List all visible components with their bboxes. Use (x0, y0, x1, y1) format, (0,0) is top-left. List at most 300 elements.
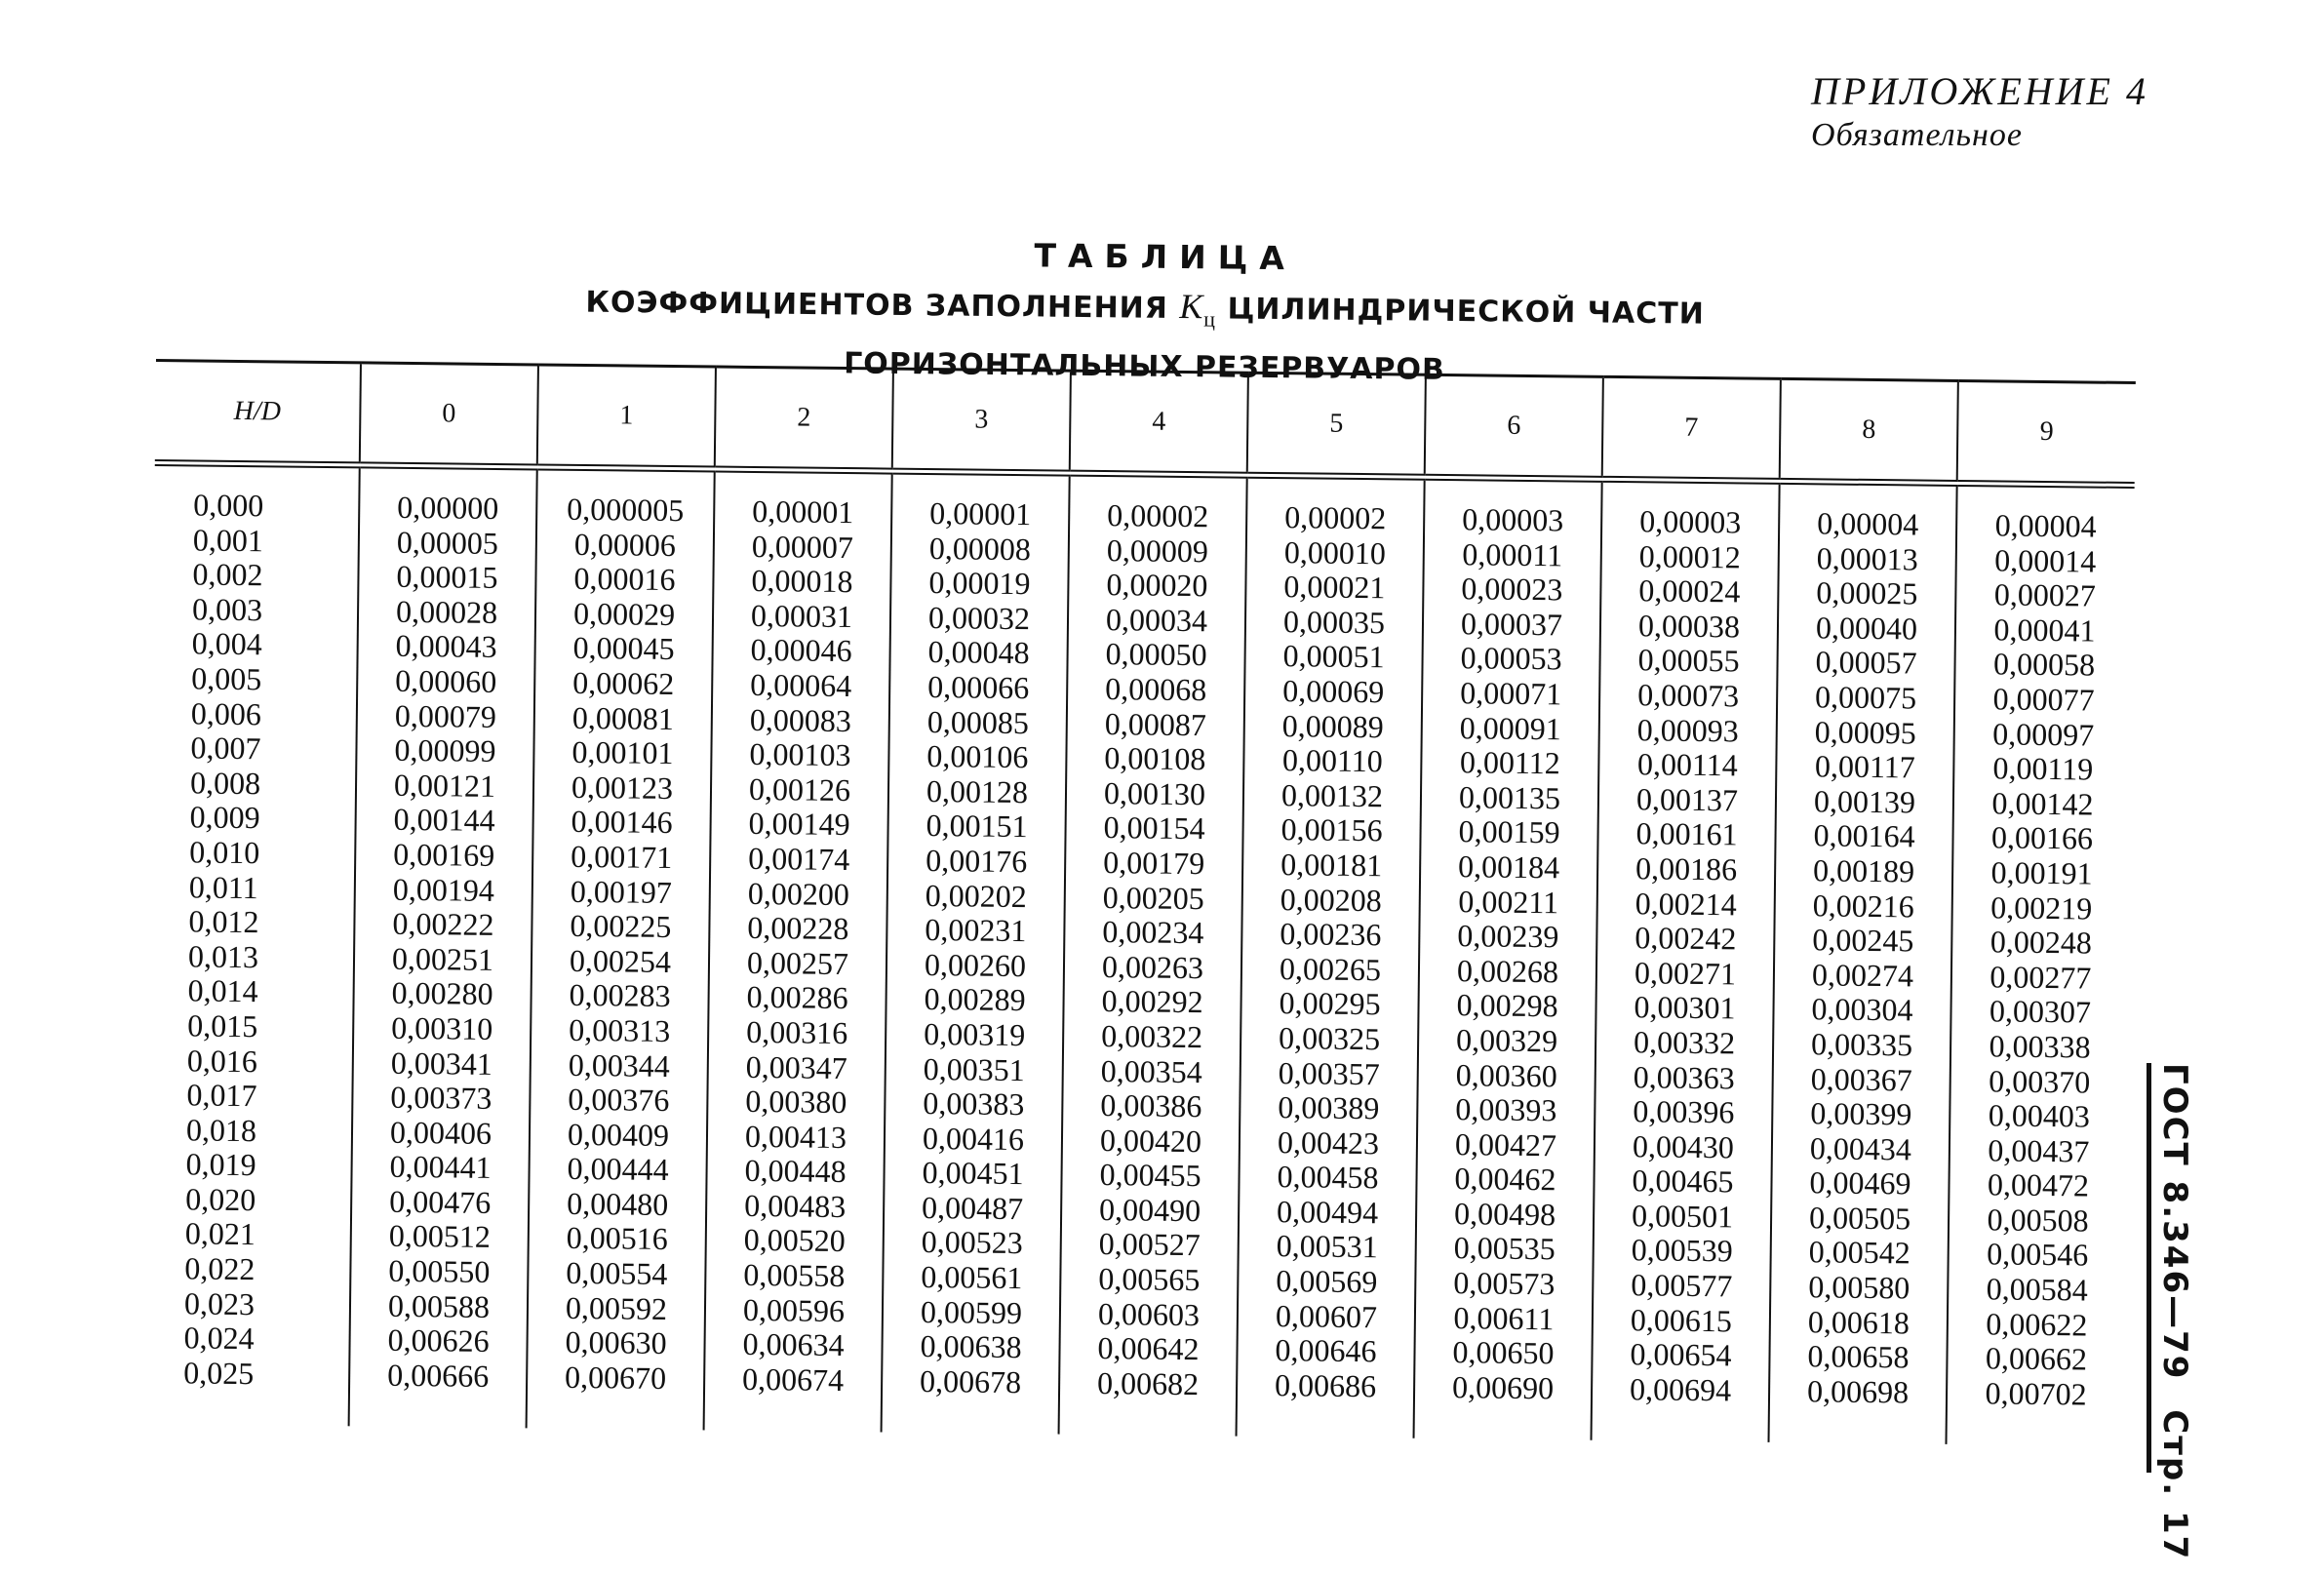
table-cell: 0,00380 (745, 1084, 847, 1121)
table-cell: 0,00149 (748, 806, 850, 843)
table-cell: 0,00123 (571, 768, 674, 806)
table-cell: 0,00373 (390, 1079, 492, 1117)
coefficient-symbol (1179, 286, 1217, 332)
hd-value: 0,012 (188, 903, 259, 940)
table-cell: 0,00091 (1459, 709, 1561, 746)
table-cell: 0,00051 (1282, 638, 1385, 675)
hd-value: 0,020 (185, 1181, 256, 1218)
table-cell: 0,00225 (570, 907, 672, 945)
standard-number: ГОСТ 8.346—79 (2155, 1063, 2194, 1381)
table-cell: 0,00498 (1453, 1196, 1556, 1233)
table-cell: 0,00531 (1276, 1228, 1378, 1265)
table-cell: 0,00222 (392, 905, 494, 943)
table-cell: 0,00050 (1105, 636, 1207, 673)
table-body-row (144, 462, 2135, 1445)
table-cell: 0,00046 (750, 632, 852, 669)
table-cell: 0,00037 (1460, 605, 1563, 643)
hd-value: 0,018 (185, 1112, 257, 1148)
appendix-subtitle: Обязательное (1811, 117, 2023, 153)
column-header-hd: H/D (155, 360, 361, 464)
table-cell: 0,00607 (1275, 1297, 1378, 1334)
table-cell: 0,00539 (1631, 1232, 1733, 1269)
hd-value: 0,013 (187, 938, 259, 974)
table-cell: 0,00174 (748, 840, 850, 878)
table-cell: 0,00444 (567, 1151, 669, 1188)
table-cell: 0,00197 (570, 873, 673, 910)
table-cell: 0,00103 (749, 736, 851, 773)
value-column-0 (349, 465, 537, 1429)
table-cell: 0,00032 (927, 599, 1031, 636)
table-cell: 0,00021 (1283, 569, 1386, 606)
table-cell: 0,00006 (573, 526, 677, 563)
hd-value: 0,024 (183, 1320, 255, 1357)
table-cell: 0,00110 (1281, 742, 1384, 779)
hd-value: 0,002 (192, 556, 263, 593)
table-cell: 0,00554 (566, 1254, 668, 1292)
table-cell: 0,00002 (1107, 497, 1209, 534)
hd-value: 0,003 (191, 591, 263, 628)
value-column-4 (1059, 473, 1247, 1437)
table-cell: 0,00546 (1987, 1236, 2089, 1274)
table-cell: 0,00341 (390, 1044, 493, 1082)
table-cell: 0,00012 (1638, 537, 1742, 575)
table-cell: 0,00344 (568, 1046, 671, 1084)
table-cell: 0,00117 (1814, 748, 1915, 785)
table-cell: 0,00101 (571, 734, 674, 771)
table-cell: 0,00020 (1106, 567, 1208, 604)
table-cell: 0,00376 (568, 1081, 670, 1119)
table-cell: 0,00573 (1453, 1265, 1556, 1302)
table-cell: 0,00550 (388, 1252, 491, 1290)
table-cell: 0,00441 (389, 1149, 492, 1186)
table-cell: 0,00403 (1988, 1097, 2091, 1134)
table-cell: 0,00112 (1459, 744, 1561, 781)
table-cell: 0,00245 (1812, 922, 1914, 959)
table-cell: 0,00666 (386, 1357, 490, 1394)
table-cell: 0,00462 (1454, 1161, 1556, 1198)
hd-value: 0,005 (191, 660, 262, 697)
table-cell: 0,00205 (1102, 879, 1205, 916)
appendix-title: ПРИЛОЖЕНИЕ 4 (1811, 69, 2148, 113)
table-cell: 0,00008 (928, 530, 1032, 567)
table-cell: 0,00093 (1636, 711, 1739, 748)
table-cell: 0,00487 (921, 1189, 1024, 1227)
table-cell: 0,00024 (1638, 572, 1741, 610)
table-cell: 0,00242 (1635, 920, 1737, 957)
table-cell: 0,00295 (1279, 985, 1381, 1022)
table-cell: 0,00176 (926, 842, 1028, 880)
table-cell: 0,00161 (1635, 815, 1738, 852)
table-cell: 0,00023 (1461, 571, 1563, 608)
table-cell: 0,00000 (397, 489, 499, 526)
hd-value: 0,022 (184, 1250, 256, 1287)
table-cell: 0,00002 (1284, 499, 1387, 536)
table-cell: 0,00179 (1103, 844, 1205, 882)
table-cell: 0,00642 (1097, 1330, 1200, 1367)
table-cell: 0,00057 (1815, 644, 1917, 681)
hd-column (144, 462, 360, 1426)
hd-value: 0,014 (187, 972, 258, 1009)
table-cell: 0,00005 (396, 524, 499, 561)
table-cell: 0,00292 (1101, 983, 1203, 1020)
table-title-line1: ТАБЛИЦА (1034, 236, 1297, 278)
table-cell: 0,00354 (1100, 1052, 1202, 1089)
table-cell: 0,00064 (750, 666, 852, 704)
coefficient-table-wrapper (144, 359, 2136, 1446)
appendix-heading (1811, 68, 2148, 156)
table-cell: 0,00678 (919, 1362, 1022, 1399)
coefficient-table (144, 359, 2136, 1446)
table-cell: 0,00413 (744, 1118, 847, 1155)
table-cell: 0,00126 (748, 770, 851, 808)
table-cell: 0,00370 (1989, 1062, 2091, 1100)
table-cell: 0,00009 (1106, 532, 1209, 569)
table-cell: 0,00686 (1274, 1366, 1377, 1404)
table-cell: 0,00393 (1455, 1091, 1557, 1128)
page-number: Стр. 17 (2155, 1409, 2194, 1561)
table-cell: 0,00013 (1816, 539, 1918, 577)
table-cell: 0,00596 (742, 1291, 846, 1328)
column-header-3: 3 (892, 369, 1071, 473)
table-cell: 0,00360 (1455, 1056, 1557, 1093)
table-cell: 0,00650 (1452, 1334, 1555, 1371)
table-cell: 0,00184 (1457, 848, 1560, 886)
value-column-1 (527, 467, 715, 1431)
table-cell: 0,00367 (1810, 1060, 1912, 1097)
table-cell: 0,00234 (1102, 914, 1204, 951)
table-cell: 0,00465 (1632, 1162, 1734, 1200)
table-cell: 0,00674 (741, 1360, 845, 1398)
table-cell: 0,00146 (571, 804, 673, 841)
table-cell: 0,00156 (1280, 811, 1383, 848)
table-cell: 0,00034 (1105, 601, 1208, 639)
table-cell: 0,00038 (1637, 608, 1741, 645)
table-cell: 0,00561 (921, 1259, 1023, 1296)
table-cell: 0,00280 (391, 975, 493, 1012)
table-cell: 0,00383 (923, 1085, 1025, 1123)
table-cell: 0,00016 (573, 561, 676, 598)
table-cell: 0,00003 (1639, 503, 1742, 540)
table-cell: 0,00577 (1631, 1267, 1733, 1304)
table-cell: 0,00077 (1992, 681, 2095, 718)
table-cell: 0,00319 (923, 1015, 1026, 1053)
table-cell: 0,00079 (394, 697, 497, 734)
table-cell: 0,00189 (1812, 852, 1915, 889)
table-cell: 0,00211 (1458, 883, 1559, 920)
table-cell: 0,00357 (1278, 1054, 1380, 1091)
table-cell: 0,00135 (1458, 778, 1561, 816)
table-cell: 0,00658 (1807, 1338, 1910, 1375)
table-cell: 0,00301 (1634, 989, 1736, 1026)
column-header-5: 5 (1247, 373, 1426, 477)
hd-value: 0,011 (188, 868, 258, 905)
table-cell: 0,00289 (924, 981, 1026, 1018)
coefficient-symbol-letter: K (1179, 286, 1204, 327)
table-cell: 0,00071 (1460, 675, 1562, 712)
table-cell: 0,00119 (1992, 750, 2094, 787)
table-cell: 0,00329 (1455, 1022, 1558, 1059)
column-header-0: 0 (360, 363, 538, 467)
hd-value: 0,004 (191, 625, 262, 662)
table-cell: 0,00307 (1989, 993, 2092, 1030)
table-cell: 0,00053 (1460, 640, 1562, 677)
table-cell: 0,00095 (1814, 713, 1916, 751)
table-cell: 0,00622 (1986, 1306, 2088, 1343)
table-cell: 0,00690 (1451, 1368, 1555, 1406)
table-cell: 0,00310 (391, 1009, 493, 1046)
table-cell: 0,00277 (1989, 959, 2092, 996)
table-cell: 0,00137 (1635, 781, 1739, 818)
table-cell: 0,00406 (389, 1114, 492, 1151)
table-cell: 0,00630 (565, 1324, 667, 1361)
table-cell: 0,00512 (388, 1218, 492, 1255)
table-cell: 0,00139 (1813, 783, 1916, 820)
table-cell: 0,00186 (1635, 850, 1738, 887)
table-cell: 0,00448 (744, 1153, 847, 1190)
table-cell: 0,00085 (926, 703, 1030, 740)
table-cell: 0,00040 (1815, 610, 1918, 647)
table-cell: 0,00239 (1457, 918, 1559, 955)
table-cell: 0,00430 (1632, 1127, 1735, 1165)
table-cell: 0,00501 (1631, 1198, 1734, 1235)
table-cell: 0,00458 (1277, 1159, 1379, 1196)
table-cell: 0,00194 (392, 871, 495, 908)
table-cell: 0,00505 (1808, 1200, 1911, 1237)
table-cell: 0,00283 (569, 977, 671, 1014)
table-cell: 0,00363 (1633, 1058, 1735, 1095)
table-cell: 0,00154 (1103, 809, 1205, 847)
table-cell: 0,00164 (1813, 817, 1915, 854)
table-cell: 0,00257 (746, 944, 849, 981)
table-cell: 0,00580 (1808, 1269, 1910, 1306)
table-cell: 0,00075 (1814, 679, 1917, 716)
table-cell: 0,00035 (1282, 603, 1386, 641)
table-cell: 0,00004 (1816, 505, 1919, 542)
table-cell: 0,00083 (749, 701, 852, 738)
value-column-6 (1414, 477, 1602, 1440)
table-cell: 0,00351 (923, 1050, 1025, 1087)
table-cell: 0,00455 (1099, 1157, 1201, 1194)
table-cell: 0,00494 (1276, 1193, 1379, 1231)
table-cell: 0,00335 (1810, 1026, 1913, 1063)
table-title-line3: ГОРИЗОНТАЛЬНЫХ РЕЗЕРВУАРОВ (843, 346, 1446, 388)
table-cell: 0,00128 (926, 772, 1029, 809)
table-cell: 0,00181 (1280, 847, 1383, 884)
table-cell: 0,00045 (572, 630, 675, 667)
table-cell: 0,00322 (1100, 1017, 1203, 1055)
table-cell: 0,00073 (1636, 677, 1740, 714)
table-cell: 0,00058 (1992, 646, 2096, 683)
table-cell: 0,00638 (920, 1328, 1022, 1365)
table-cell: 0,00274 (1811, 957, 1914, 994)
table-cell: 0,00231 (925, 912, 1027, 949)
table-cell: 0,00001 (752, 492, 854, 531)
table-cell: 0,00490 (1098, 1191, 1201, 1229)
table-cell: 0,00618 (1807, 1303, 1910, 1341)
table-cell: 0,00304 (1811, 991, 1913, 1028)
value-column-9 (1946, 483, 2134, 1446)
table-cell: 0,00615 (1630, 1301, 1733, 1339)
table-cell: 0,00048 (927, 634, 1030, 671)
table-cell: 0,00043 (395, 628, 497, 665)
table-cell: 0,00386 (1100, 1087, 1202, 1124)
table-cell: 0,00004 (1994, 507, 2097, 544)
hd-value: 0,008 (189, 765, 261, 801)
table-cell: 0,00542 (1808, 1234, 1910, 1271)
column-header-1: 1 (537, 365, 716, 469)
table-title-line2-start: КОЭФФИЦИЕНТОВ ЗАПОЛНЕНИЯ (585, 285, 1169, 326)
table-cell: 0,00200 (747, 875, 850, 912)
table-cell: 0,00558 (743, 1256, 846, 1294)
table-cell: 0,00480 (567, 1185, 669, 1222)
table-cell: 0,00338 (1989, 1028, 2091, 1065)
table-cell: 0,00702 (1985, 1375, 2087, 1412)
table-cell: 0,00014 (1994, 541, 2097, 579)
table-cell: 0,00191 (1990, 854, 2093, 891)
table-cell: 0,00248 (1989, 924, 2093, 961)
table-cell: 0,00142 (1991, 785, 2094, 822)
table-cell: 0,00451 (922, 1155, 1024, 1192)
table-cell: 0,00592 (565, 1289, 668, 1326)
table-cell: 0,00698 (1806, 1373, 1910, 1410)
table-cell: 0,00626 (387, 1322, 490, 1359)
column-header-7: 7 (1602, 376, 1781, 481)
table-cell: 0,00001 (929, 495, 1032, 532)
table-cell: 0,00263 (1101, 948, 1204, 985)
table-cell: 0,00325 (1278, 1020, 1381, 1057)
table-cell: 0,00409 (567, 1116, 670, 1153)
table-cell: 0,00670 (564, 1359, 667, 1396)
table-cell: 0,00003 (1462, 501, 1564, 538)
table-cell: 0,00399 (1810, 1095, 1912, 1132)
table-cell: 0,00584 (1986, 1271, 2089, 1308)
table-cell: 0,00682 (1096, 1364, 1200, 1402)
table-cell: 0,00028 (395, 593, 498, 630)
table-cell: 0,00347 (745, 1048, 848, 1085)
table-cell: 0,00216 (1812, 886, 1914, 925)
table-cell: 0,00144 (393, 802, 495, 839)
table-cell: 0,00055 (1637, 642, 1740, 679)
table-cell: 0,00027 (1993, 576, 2097, 613)
table-cell: 0,00106 (926, 738, 1029, 775)
table-cell: 0,00437 (1988, 1132, 2090, 1169)
table-cell: 0,000005 (567, 491, 685, 529)
table-cell: 0,00389 (1278, 1089, 1380, 1126)
table-cell: 0,00081 (571, 699, 675, 736)
table-cell: 0,00313 (569, 1011, 671, 1048)
table-cell: 0,00634 (742, 1326, 845, 1363)
table-cell: 0,00694 (1629, 1371, 1732, 1408)
hd-value: 0,021 (184, 1215, 256, 1252)
hd-value: 0,017 (186, 1077, 257, 1114)
table-cell: 0,00332 (1633, 1024, 1736, 1061)
hd-value: 0,000 (193, 487, 264, 524)
table-cell: 0,00265 (1279, 950, 1382, 988)
table-cell: 0,00569 (1276, 1263, 1378, 1300)
table-cell: 0,00662 (1985, 1340, 2088, 1377)
table-cell: 0,00066 (927, 668, 1030, 706)
table-cell: 0,00041 (1993, 611, 2096, 649)
table-cell: 0,00603 (1097, 1295, 1201, 1332)
table-cell: 0,00236 (1280, 916, 1382, 953)
table-cell: 0,00508 (1987, 1202, 2089, 1239)
table-cell: 0,00202 (925, 877, 1028, 914)
table-cell: 0,00472 (1987, 1166, 2090, 1203)
table-cell: 0,00015 (396, 558, 498, 596)
value-column-8 (1769, 481, 1957, 1444)
table-cell: 0,00089 (1281, 707, 1385, 744)
table-cell: 0,00520 (743, 1222, 846, 1259)
column-header-4: 4 (1070, 371, 1248, 475)
hd-value: 0,015 (187, 1007, 258, 1044)
hd-value: 0,007 (190, 729, 261, 767)
table-cell: 0,00527 (1098, 1226, 1201, 1263)
table-cell: 0,00476 (389, 1183, 492, 1220)
hd-value: 0,019 (185, 1146, 256, 1183)
table-cell: 0,00298 (1456, 987, 1558, 1024)
table-cell: 0,00469 (1809, 1164, 1911, 1202)
table-cell: 0,00611 (1453, 1299, 1555, 1336)
table-cell: 0,00260 (924, 946, 1027, 983)
table-title-line2-end: ЦИЛИНДРИЧЕСКОЙ ЧАСТИ (1227, 292, 1705, 332)
value-column-3 (882, 471, 1070, 1435)
table-cell: 0,00427 (1454, 1125, 1557, 1163)
table-cell: 0,00535 (1453, 1230, 1556, 1267)
table-cell: 0,00228 (747, 910, 849, 947)
hd-value: 0,001 (192, 522, 264, 558)
table-cell: 0,00114 (1636, 746, 1738, 783)
table-cell: 0,00019 (928, 565, 1031, 602)
table-cell: 0,00171 (571, 838, 673, 875)
table-cell: 0,00132 (1280, 776, 1384, 814)
hd-value: 0,023 (183, 1285, 256, 1321)
table-cell: 0,00516 (566, 1220, 668, 1257)
table-cell: 0,00010 (1283, 533, 1387, 571)
value-column-7 (1592, 479, 1780, 1442)
table-cell: 0,00316 (746, 1013, 848, 1050)
table-cell: 0,00268 (1456, 952, 1559, 990)
table-cell: 0,00069 (1282, 673, 1385, 710)
table-cell: 0,00565 (1098, 1261, 1201, 1298)
table-cell: 0,00396 (1633, 1093, 1735, 1130)
value-column-2 (704, 469, 892, 1433)
table-cell: 0,00108 (1104, 740, 1206, 777)
table-cell: 0,00523 (921, 1224, 1023, 1261)
table-cell: 0,00060 (395, 662, 497, 699)
column-header-2: 2 (715, 367, 893, 471)
table-cell: 0,00121 (393, 767, 496, 804)
table-cell: 0,00251 (391, 940, 494, 977)
column-header-9: 9 (1957, 380, 2136, 485)
table-cell: 0,00099 (394, 731, 496, 769)
coefficient-symbol-subscript: ц (1203, 306, 1217, 332)
table-cell: 0,00214 (1635, 885, 1737, 922)
table-cell: 0,00599 (920, 1293, 1023, 1330)
table-cell: 0,00646 (1275, 1332, 1377, 1369)
table-cell: 0,00420 (1099, 1122, 1202, 1159)
table-cell: 0,00097 (1992, 715, 2095, 753)
hd-value: 0,025 (183, 1355, 255, 1392)
table-cell: 0,00588 (387, 1287, 491, 1324)
table-cell: 0,00007 (751, 528, 854, 565)
table-cell: 0,00062 (572, 664, 675, 702)
table-cell: 0,00254 (569, 942, 672, 979)
table-cell: 0,00025 (1816, 574, 1918, 611)
table-cell: 0,00286 (746, 979, 848, 1016)
table-cell: 0,00068 (1105, 671, 1207, 708)
table-cell: 0,00169 (393, 836, 495, 873)
table-cell: 0,00166 (1990, 819, 2094, 856)
